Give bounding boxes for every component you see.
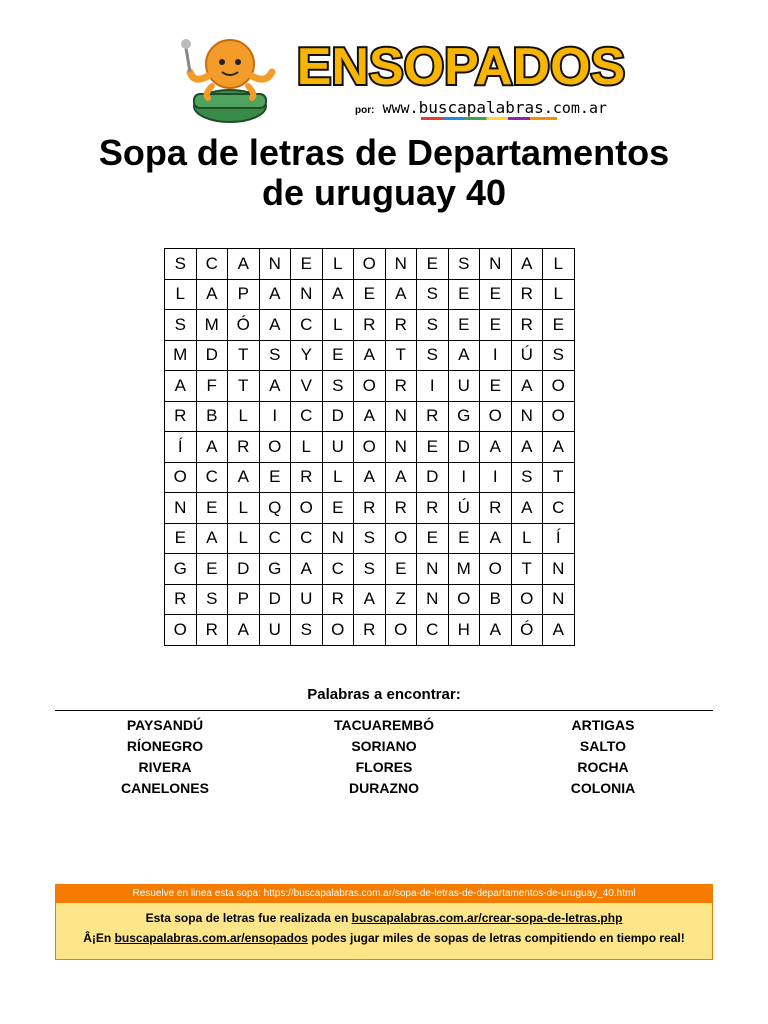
- grid-cell[interactable]: C: [196, 462, 228, 493]
- grid-cell[interactable]: G: [448, 401, 480, 432]
- grid-cell[interactable]: U: [322, 432, 354, 463]
- grid-cell[interactable]: A: [165, 371, 197, 402]
- grid-cell[interactable]: O: [385, 523, 417, 554]
- grid-cell[interactable]: O: [448, 584, 480, 615]
- grid-cell[interactable]: H: [448, 615, 480, 646]
- grid-cell[interactable]: L: [165, 279, 197, 310]
- footer-line-2: [56, 931, 712, 945]
- grid-cell[interactable]: D: [196, 340, 228, 371]
- grid-cell[interactable]: Í: [543, 523, 575, 554]
- grid-cell[interactable]: A: [196, 432, 228, 463]
- grid-cell[interactable]: C: [259, 523, 291, 554]
- grid-row: [165, 371, 575, 402]
- grid-cell[interactable]: I: [480, 340, 512, 371]
- grid-cell[interactable]: G: [165, 554, 197, 585]
- grid-cell[interactable]: D: [417, 462, 449, 493]
- grid-cell[interactable]: I: [417, 371, 449, 402]
- grid-cell[interactable]: A: [480, 432, 512, 463]
- grid-cell[interactable]: R: [417, 493, 449, 524]
- grid-cell[interactable]: I: [448, 462, 480, 493]
- grid-row: [165, 310, 575, 341]
- grid-row: [165, 493, 575, 524]
- grid-cell[interactable]: L: [228, 493, 260, 524]
- grid-cell[interactable]: L: [322, 462, 354, 493]
- grid-cell[interactable]: T: [511, 554, 543, 585]
- grid-cell[interactable]: D: [259, 584, 291, 615]
- word-search-grid: [164, 248, 575, 646]
- grid-cell[interactable]: R: [322, 584, 354, 615]
- grid-cell[interactable]: A: [354, 340, 386, 371]
- grid-cell[interactable]: B: [480, 584, 512, 615]
- grid-cell[interactable]: S: [354, 554, 386, 585]
- grid-cell[interactable]: S: [448, 249, 480, 280]
- word-item: ARTIGAS: [571, 717, 635, 733]
- footer-line-1: [56, 911, 712, 925]
- grid-cell[interactable]: Ú: [511, 340, 543, 371]
- grid-cell[interactable]: R: [385, 493, 417, 524]
- grid-cell[interactable]: A: [228, 249, 260, 280]
- grid-cell[interactable]: R: [165, 584, 197, 615]
- grid-cell[interactable]: O: [511, 584, 543, 615]
- grid-cell[interactable]: Í: [165, 432, 197, 463]
- grid-cell[interactable]: P: [228, 584, 260, 615]
- grid-cell[interactable]: T: [385, 340, 417, 371]
- footer-line-1-text: Esta sopa de letras fue realizada en: [145, 911, 352, 925]
- grid-cell[interactable]: L: [511, 523, 543, 554]
- grid-cell[interactable]: A: [511, 432, 543, 463]
- grid-cell[interactable]: Ó: [228, 310, 260, 341]
- color-stripe: [421, 117, 557, 120]
- title-line-2: de uruguay 40: [261, 172, 507, 213]
- grid-row: [165, 432, 575, 463]
- grid-cell[interactable]: A: [511, 249, 543, 280]
- grid-cell[interactable]: U: [291, 584, 323, 615]
- grid-cell[interactable]: A: [480, 615, 512, 646]
- grid-cell[interactable]: O: [480, 554, 512, 585]
- grid-cell[interactable]: V: [291, 371, 323, 402]
- grid-cell[interactable]: N: [543, 554, 575, 585]
- grid-cell[interactable]: A: [322, 279, 354, 310]
- grid-cell[interactable]: E: [417, 523, 449, 554]
- grid-cell[interactable]: N: [511, 401, 543, 432]
- grid-cell[interactable]: E: [417, 432, 449, 463]
- grid-cell[interactable]: C: [417, 615, 449, 646]
- grid-cell[interactable]: S: [543, 340, 575, 371]
- grid-cell[interactable]: A: [543, 432, 575, 463]
- grid-cell[interactable]: U: [259, 615, 291, 646]
- grid-cell[interactable]: T: [228, 371, 260, 402]
- grid-cell[interactable]: R: [480, 493, 512, 524]
- grid-cell[interactable]: L: [322, 310, 354, 341]
- grid-cell[interactable]: E: [480, 279, 512, 310]
- grid-cell[interactable]: C: [291, 310, 323, 341]
- grid-cell[interactable]: N: [543, 584, 575, 615]
- grid-cell[interactable]: R: [511, 279, 543, 310]
- grid-cell[interactable]: O: [385, 615, 417, 646]
- header: [0, 28, 768, 128]
- grid-cell[interactable]: N: [480, 249, 512, 280]
- word-item: SORIANO: [351, 738, 417, 754]
- ensopados-logo: [296, 32, 626, 102]
- grid-cell[interactable]: O: [354, 371, 386, 402]
- grid-cell[interactable]: S: [417, 340, 449, 371]
- title-line-1: Sopa de letras de Departamentos: [98, 132, 670, 173]
- grid-row: [165, 249, 575, 280]
- word-item: ROCHA: [577, 759, 629, 775]
- grid-cell[interactable]: R: [196, 615, 228, 646]
- words-heading: Palabras a encontrar:: [307, 686, 461, 703]
- grid-cell[interactable]: E: [448, 523, 480, 554]
- grid-cell[interactable]: A: [385, 462, 417, 493]
- grid-cell[interactable]: C: [291, 401, 323, 432]
- word-item: RIVERA: [138, 759, 192, 775]
- footer-line-2-prefix: Â¡En: [83, 931, 115, 945]
- grid-cell[interactable]: E: [322, 340, 354, 371]
- grid-cell[interactable]: O: [259, 432, 291, 463]
- grid-cell[interactable]: D: [228, 554, 260, 585]
- grid-cell[interactable]: C: [196, 249, 228, 280]
- grid-cell[interactable]: I: [259, 401, 291, 432]
- grid-cell[interactable]: O: [291, 493, 323, 524]
- grid-cell[interactable]: O: [480, 401, 512, 432]
- grid-cell[interactable]: S: [511, 462, 543, 493]
- grid-cell[interactable]: A: [228, 615, 260, 646]
- byline-domain: buscapalabras: [418, 98, 544, 117]
- byline-site[interactable]: [382, 99, 607, 117]
- grid-cell[interactable]: L: [322, 249, 354, 280]
- grid-cell[interactable]: E: [259, 462, 291, 493]
- word-item: RÍONEGRO: [126, 738, 204, 754]
- grid-cell[interactable]: R: [354, 493, 386, 524]
- grid-cell[interactable]: Ó: [511, 615, 543, 646]
- grid-cell[interactable]: N: [165, 493, 197, 524]
- grid-cell[interactable]: N: [259, 249, 291, 280]
- byline: [355, 98, 607, 117]
- grid-cell[interactable]: A: [480, 523, 512, 554]
- grid-cell[interactable]: O: [165, 615, 197, 646]
- grid-cell[interactable]: C: [291, 523, 323, 554]
- grid-cell[interactable]: T: [543, 462, 575, 493]
- grid-cell[interactable]: M: [165, 340, 197, 371]
- grid-cell[interactable]: E: [196, 493, 228, 524]
- grid-cell[interactable]: O: [354, 432, 386, 463]
- divider: [55, 710, 713, 711]
- grid-cell[interactable]: R: [228, 432, 260, 463]
- grid-row: [165, 523, 575, 554]
- grid-cell[interactable]: G: [259, 554, 291, 585]
- grid-cell[interactable]: T: [228, 340, 260, 371]
- word-item: TACUAREMBÓ: [333, 717, 435, 733]
- grid-cell[interactable]: E: [417, 249, 449, 280]
- grid-row: [165, 340, 575, 371]
- grid-cell[interactable]: A: [511, 371, 543, 402]
- grid-cell[interactable]: S: [417, 310, 449, 341]
- grid-cell[interactable]: R: [385, 310, 417, 341]
- grid-cell[interactable]: A: [354, 462, 386, 493]
- grid-cell[interactable]: E: [385, 554, 417, 585]
- grid-cell[interactable]: A: [354, 584, 386, 615]
- word-item: SALTO: [579, 738, 627, 754]
- word-list: [55, 716, 713, 797]
- grid-cell[interactable]: A: [228, 462, 260, 493]
- grid-cell[interactable]: Y: [291, 340, 323, 371]
- grid-cell[interactable]: E: [322, 493, 354, 524]
- grid-cell[interactable]: A: [291, 554, 323, 585]
- grid-cell[interactable]: O: [165, 462, 197, 493]
- create-puzzle-link[interactable]: buscapalabras.com.ar/crear-sopa-de-letras.php: [351, 911, 623, 925]
- grid-cell[interactable]: R: [165, 401, 197, 432]
- grid-cell[interactable]: A: [543, 615, 575, 646]
- grid-cell[interactable]: A: [259, 310, 291, 341]
- footer-line-2-suffix: podes jugar miles de sopas de letras compitiendo en tiempo real!: [307, 931, 685, 945]
- grid-cell[interactable]: O: [354, 249, 386, 280]
- grid-row: [165, 554, 575, 585]
- grid-cell[interactable]: R: [291, 462, 323, 493]
- grid-cell[interactable]: R: [385, 371, 417, 402]
- word-item: PAYSANDÚ: [126, 717, 204, 733]
- grid-cell[interactable]: R: [354, 310, 386, 341]
- grid-cell[interactable]: R: [417, 401, 449, 432]
- solve-online-link[interactable]: Resuelve en linea esta sopa: https://buscapalabras.com.ar/sopa-de-letras-de-departamentos-de-uruguay_40.html: [56, 885, 712, 903]
- word-item: DURAZNO: [349, 780, 419, 796]
- word-item: CANELONES: [121, 780, 209, 796]
- byline-tld: .com.ar: [543, 99, 608, 117]
- grid-cell[interactable]: A: [448, 340, 480, 371]
- grid-cell[interactable]: A: [511, 493, 543, 524]
- grid-cell[interactable]: E: [448, 310, 480, 341]
- grid-cell[interactable]: E: [196, 554, 228, 585]
- grid-cell[interactable]: L: [228, 523, 260, 554]
- grid-cell[interactable]: S: [322, 371, 354, 402]
- grid-cell[interactable]: N: [385, 432, 417, 463]
- grid-cell[interactable]: I: [480, 462, 512, 493]
- grid-cell[interactable]: Z: [385, 584, 417, 615]
- grid-cell[interactable]: Q: [259, 493, 291, 524]
- word-item: FLORES: [355, 759, 413, 775]
- grid-cell[interactable]: A: [259, 371, 291, 402]
- byline-www: www.: [382, 99, 419, 117]
- grid-cell[interactable]: N: [291, 279, 323, 310]
- grid-cell[interactable]: S: [291, 615, 323, 646]
- grid-cell[interactable]: B: [196, 401, 228, 432]
- grid-cell[interactable]: C: [543, 493, 575, 524]
- byline-prefix: por:: [355, 105, 375, 116]
- grid-cell[interactable]: E: [543, 310, 575, 341]
- grid-cell[interactable]: S: [165, 249, 197, 280]
- grid-cell[interactable]: E: [165, 523, 197, 554]
- grid-cell[interactable]: Ú: [448, 493, 480, 524]
- grid-cell[interactable]: L: [228, 401, 260, 432]
- grid-cell[interactable]: S: [417, 279, 449, 310]
- grid-cell[interactable]: L: [543, 249, 575, 280]
- grid-cell[interactable]: O: [543, 401, 575, 432]
- grid-row: [165, 615, 575, 646]
- footer-box: [55, 884, 713, 960]
- ensopados-link[interactable]: buscapalabras.com.ar/ensopados: [114, 931, 308, 945]
- grid-cell[interactable]: S: [196, 584, 228, 615]
- grid-cell[interactable]: A: [196, 523, 228, 554]
- grid-cell[interactable]: F: [196, 371, 228, 402]
- grid-cell[interactable]: E: [480, 371, 512, 402]
- grid-cell[interactable]: D: [448, 432, 480, 463]
- svg-text:ENSOPADOS: ENSOPADOS: [296, 38, 626, 96]
- grid-cell[interactable]: E: [480, 310, 512, 341]
- grid-cell[interactable]: E: [291, 249, 323, 280]
- grid-cell[interactable]: A: [354, 401, 386, 432]
- grid-cell[interactable]: A: [259, 279, 291, 310]
- grid-row: [165, 462, 575, 493]
- grid-cell[interactable]: P: [228, 279, 260, 310]
- grid-cell[interactable]: R: [354, 615, 386, 646]
- grid-row: [165, 584, 575, 615]
- grid-cell[interactable]: A: [196, 279, 228, 310]
- grid-cell[interactable]: M: [196, 310, 228, 341]
- grid-cell[interactable]: S: [354, 523, 386, 554]
- grid-cell[interactable]: N: [385, 401, 417, 432]
- grid-cell[interactable]: L: [291, 432, 323, 463]
- octopus-mascot-icon: [180, 32, 280, 124]
- grid-cell[interactable]: N: [322, 523, 354, 554]
- grid-cell[interactable]: E: [448, 279, 480, 310]
- grid-cell[interactable]: A: [385, 279, 417, 310]
- grid-row: [165, 401, 575, 432]
- grid-cell[interactable]: N: [417, 584, 449, 615]
- grid-cell[interactable]: O: [322, 615, 354, 646]
- grid-cell[interactable]: S: [165, 310, 197, 341]
- word-item: COLONIA: [570, 780, 636, 796]
- grid-cell[interactable]: M: [448, 554, 480, 585]
- grid-cell[interactable]: E: [354, 279, 386, 310]
- grid-cell[interactable]: D: [322, 401, 354, 432]
- grid-cell[interactable]: N: [417, 554, 449, 585]
- grid-cell[interactable]: O: [543, 371, 575, 402]
- grid-cell[interactable]: R: [511, 310, 543, 341]
- grid-cell[interactable]: S: [259, 340, 291, 371]
- grid-row: [165, 279, 575, 310]
- grid-cell[interactable]: N: [385, 249, 417, 280]
- grid-cell[interactable]: U: [448, 371, 480, 402]
- grid-cell[interactable]: C: [322, 554, 354, 585]
- grid-cell[interactable]: L: [543, 279, 575, 310]
- page-title: [0, 133, 768, 213]
